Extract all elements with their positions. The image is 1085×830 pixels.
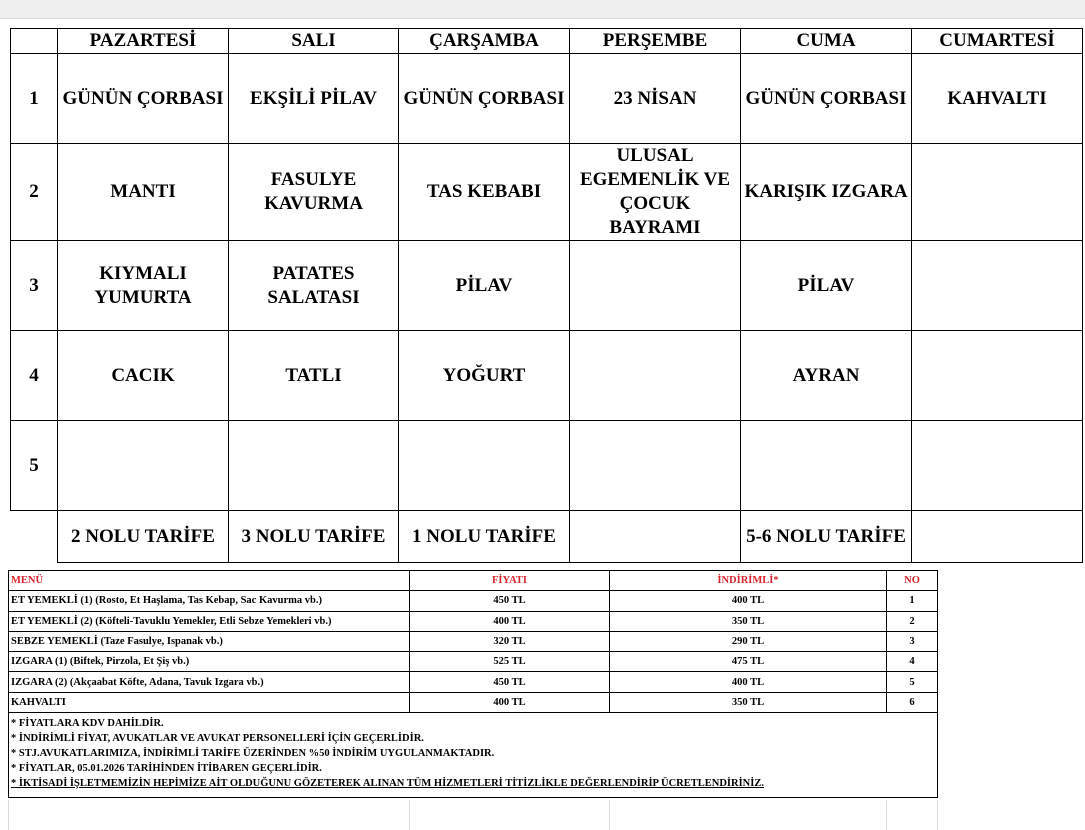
meal-cell [570, 331, 741, 421]
meal-cell [912, 421, 1083, 511]
meal-cell: GÜNÜN ÇORBASI [741, 54, 912, 144]
meal-cell [570, 241, 741, 331]
price-row [9, 611, 938, 631]
meal-cell [570, 421, 741, 511]
grid-line [886, 800, 887, 830]
no-header: NO [887, 571, 938, 591]
meal-cell: AYRAN [741, 331, 912, 421]
price-header: FİYATI [410, 571, 610, 591]
meal-cell: KIYMALI YUMURTA [58, 241, 229, 331]
meal-cell [912, 144, 1083, 241]
meal-cell: FASULYE KAVURMA [229, 144, 399, 241]
menu-name: IZGARA (2) (Akçaabat Köfte, Adana, Tavuk Izgara vb.) [9, 672, 410, 692]
menu-price: 400 TL [410, 692, 610, 712]
menu-no: 1 [887, 591, 938, 611]
menu-no: 4 [887, 652, 938, 672]
menu-name: ET YEMEKLİ (2) (Köfteli-Tavuklu Yemekler, Etli Sebze Yemekleri vb.) [9, 611, 410, 631]
menu-price: 450 TL [410, 591, 610, 611]
meal-row-3 [11, 241, 1083, 331]
meal-cell [912, 241, 1083, 331]
menu-price: 400 TL [410, 611, 610, 631]
price-row [9, 591, 938, 611]
menu-price: 320 TL [410, 631, 610, 651]
notes-cell [9, 713, 938, 798]
menu-name: ET YEMEKLİ (1) (Rosto, Et Haşlama, Tas Kebap, Sac Kavurma vb.) [9, 591, 410, 611]
weekly-menu-table [10, 28, 1083, 563]
meal-cell [912, 331, 1083, 421]
menu-discounted-price: 400 TL [610, 672, 887, 692]
grid-line [937, 800, 938, 830]
meal-cell [229, 421, 399, 511]
grid-line [609, 800, 610, 830]
tariff-cell: 3 NOLU TARİFE [229, 511, 399, 563]
meal-cell [58, 421, 229, 511]
row-number: 4 [11, 331, 58, 421]
price-table [8, 570, 938, 798]
day-header-saturday: CUMARTESİ [912, 29, 1083, 54]
day-header-thursday: PERŞEMBE [570, 29, 741, 54]
menu-name: KAHVALTI [9, 692, 410, 712]
menu-no: 5 [887, 672, 938, 692]
tariff-cell [912, 511, 1083, 563]
meal-row-1 [11, 54, 1083, 144]
meal-cell: KARIŞIK IZGARA [741, 144, 912, 241]
meal-cell: 23 NİSAN [570, 54, 741, 144]
row-number: 2 [11, 144, 58, 241]
price-row [9, 652, 938, 672]
row-number: 5 [11, 421, 58, 511]
meal-row-4 [11, 331, 1083, 421]
tariff-cell: 1 NOLU TARİFE [399, 511, 570, 563]
corner-cell [11, 29, 58, 54]
note-valid-date: * FİYATLAR, 05.01.2026 TARİHİNDEN İTİBAREN GEÇERLİDİR. [11, 763, 322, 775]
menu-no: 3 [887, 631, 938, 651]
menu-discounted-price: 475 TL [610, 652, 887, 672]
menu-header: MENÜ [9, 571, 410, 591]
notes-row [9, 713, 938, 798]
note-vat: * FİYATLARA KDV DAHİLDİR. [11, 718, 164, 730]
meal-cell [741, 421, 912, 511]
menu-name: SEBZE YEMEKLİ (Taze Fasulye, Ispanak vb.) [9, 631, 410, 651]
meal-cell: MANTI [58, 144, 229, 241]
discounted-header: İNDİRİMLİ* [610, 571, 887, 591]
meal-cell: YOĞURT [399, 331, 570, 421]
price-header-row [9, 571, 938, 591]
meal-cell: ULUSAL EGEMENLİK VE ÇOCUK BAYRAMI [570, 144, 741, 241]
window-top-bar [0, 0, 1085, 19]
tariff-cell [570, 511, 741, 563]
day-header-wednesday: ÇARŞAMBA [399, 29, 570, 54]
day-header-friday: CUMA [741, 29, 912, 54]
meal-cell: TAS KEBABI [399, 144, 570, 241]
meal-cell: GÜNÜN ÇORBASI [399, 54, 570, 144]
meal-cell: EKŞİLİ PİLAV [229, 54, 399, 144]
meal-cell: KAHVALTI [912, 54, 1083, 144]
tariff-cell: 5-6 NOLU TARİFE [741, 511, 912, 563]
price-row [9, 672, 938, 692]
day-header-tuesday: SALI [229, 29, 399, 54]
price-row [9, 631, 938, 651]
tariff-row [11, 511, 1083, 563]
menu-no: 2 [887, 611, 938, 631]
day-header-row [11, 29, 1083, 54]
note-intern-discount: * STJ.AVUKATLARIMIZA, İNDİRİMLİ TARİFE ÜZERİNDEN %50 İNDİRİM UYGULANMAKTADIR. [11, 748, 495, 760]
meal-cell: PİLAV [741, 241, 912, 331]
menu-no: 6 [887, 692, 938, 712]
menu-discounted-price: 350 TL [610, 611, 887, 631]
day-header-monday: PAZARTESİ [58, 29, 229, 54]
menu-discounted-price: 400 TL [610, 591, 887, 611]
menu-price: 450 TL [410, 672, 610, 692]
meal-row-2 [11, 144, 1083, 241]
grid-line [8, 800, 9, 830]
menu-discounted-price: 290 TL [610, 631, 887, 651]
meal-cell: GÜNÜN ÇORBASI [58, 54, 229, 144]
note-discount-eligibility: * İNDİRİMLİ FİYAT, AVUKATLAR VE AVUKAT PERSONELLERİ İÇİN GEÇERLİDİR. [11, 733, 424, 745]
meal-cell: PİLAV [399, 241, 570, 331]
grid-line [409, 800, 410, 830]
meal-cell: PATATES SALATASI [229, 241, 399, 331]
menu-price: 525 TL [410, 652, 610, 672]
row-number: 3 [11, 241, 58, 331]
meal-row-5 [11, 421, 1083, 511]
meal-cell [399, 421, 570, 511]
note-careful-billing: * İKTİSADİ İŞLETMEMİZİN HEPİMİZE AİT OLDUĞUNU GÖZETEREK ALINAN TÜM HİZMETLERİ TİTİZLİKLE DEĞERLENDİRİP ÜCRETLENDİRİNİZ. [11, 778, 764, 790]
meal-cell: TATLI [229, 331, 399, 421]
meal-cell: CACIK [58, 331, 229, 421]
price-row [9, 692, 938, 712]
menu-discounted-price: 350 TL [610, 692, 887, 712]
row-number: 1 [11, 54, 58, 144]
tariff-corner-cell [11, 511, 58, 563]
menu-name: IZGARA (1) (Biftek, Pirzola, Et Şiş vb.) [9, 652, 410, 672]
tariff-cell: 2 NOLU TARİFE [58, 511, 229, 563]
